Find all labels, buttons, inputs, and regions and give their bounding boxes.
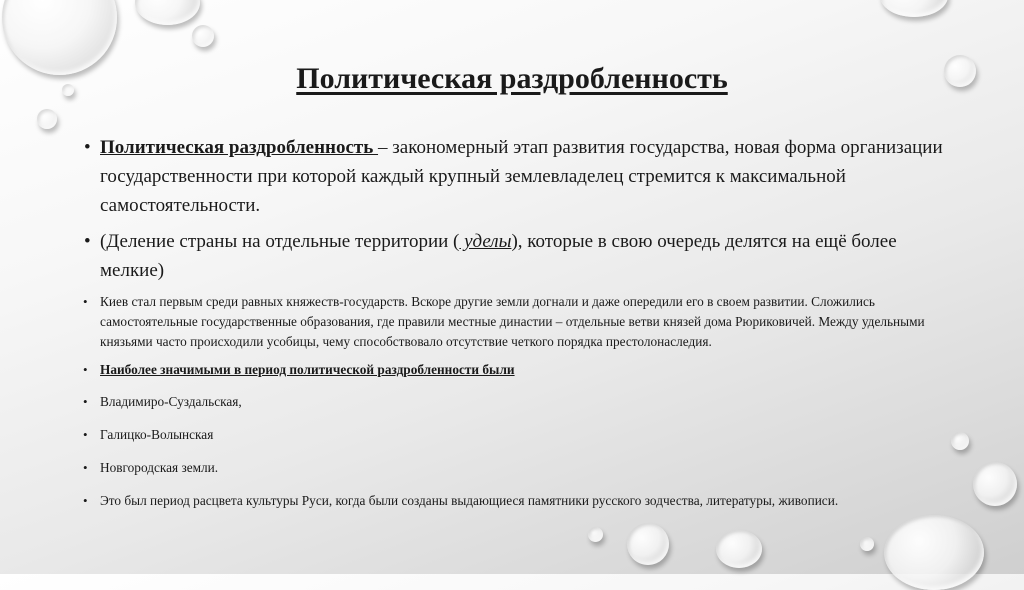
text: Новгородская земли. <box>100 460 219 475</box>
list-item <box>78 392 958 412</box>
bullet-icon: • <box>83 493 88 508</box>
list-item <box>78 292 958 352</box>
list-item <box>78 133 958 220</box>
bullet-icon: • <box>83 427 88 442</box>
water-drop-decoration <box>627 523 669 565</box>
text: Галицко-Волынская <box>100 427 214 442</box>
emphasis-term: уделы <box>459 231 512 252</box>
water-drop-decoration <box>884 515 984 590</box>
water-drop-decoration <box>588 527 603 542</box>
slide-title: Политическая раздробленность <box>296 62 728 95</box>
water-drop-decoration <box>37 109 57 129</box>
text: Владимиро-Суздальская, <box>100 394 242 409</box>
text: (Деление страны на отдельные территории ( <box>100 231 460 252</box>
list-item <box>78 360 958 380</box>
text: ), которые в свою очередь делятся на ещё более мелкие) <box>100 231 897 281</box>
definition-text: – закономерный этап развития государства, новая форма организации государственности при которой каждый крупный землевладелец стремится к максимальной самостоятельности. <box>100 137 943 216</box>
list-item <box>78 491 958 511</box>
bullet-icon: • <box>83 394 88 409</box>
list-item <box>78 425 958 445</box>
water-drop-decoration <box>973 462 1017 506</box>
bullet-icon: • <box>84 137 91 158</box>
subheading: Наиболее значимыми в период политической раздробленности были <box>100 362 515 377</box>
bullet-icon: • <box>83 460 88 475</box>
bullet-icon: • <box>83 362 88 377</box>
list-item <box>78 458 958 478</box>
water-drop-decoration <box>192 25 214 47</box>
water-drop-decoration <box>880 0 948 17</box>
term: Политическая раздробленность <box>100 137 379 158</box>
bullet-list <box>78 133 958 519</box>
bullet-icon: • <box>83 294 88 309</box>
text: Киев стал первым среди равных княжеств-государств. Вскоре другие земли догнали и даже опередили его в своем развитии. Сложились самостоятельные государственные образования, где правили местные династии – отдельные ветви князей дома Рюриковичей. Между удельными князьями часто происходили усобицы, чему способствовало отсутствие четкого порядка престолонаследия. <box>100 294 925 349</box>
water-drop-decoration <box>860 537 874 551</box>
water-drop-decoration <box>135 0 200 25</box>
list-item <box>78 227 958 285</box>
water-drop-decoration <box>716 530 762 568</box>
bullet-icon: • <box>84 231 91 252</box>
text: Это был период расцвета культуры Руси, когда были созданы выдающиеся памятники русского зодчества, литературы, живописи. <box>100 493 839 508</box>
